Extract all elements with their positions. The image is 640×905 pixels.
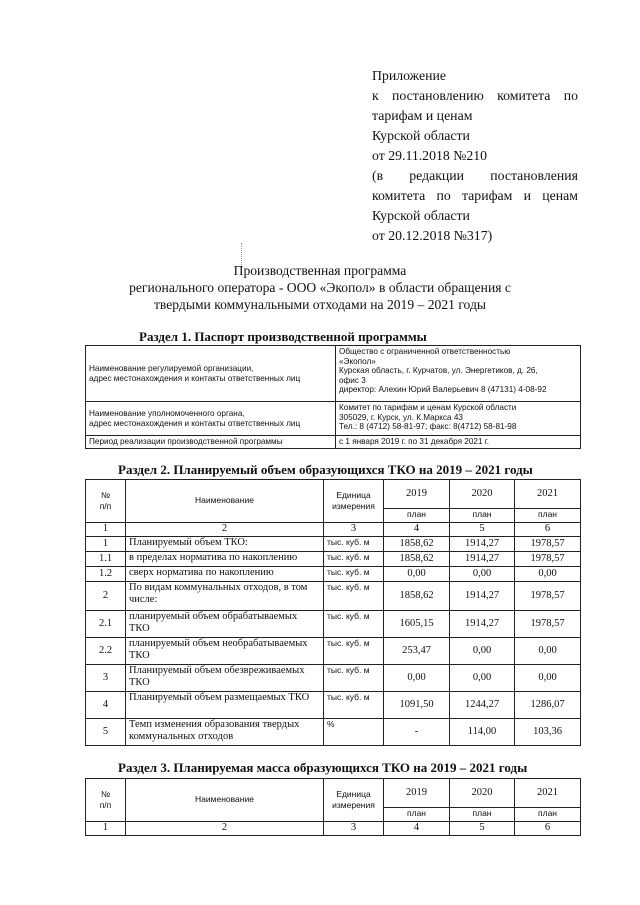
row-name: Планируемый объем ТКО: xyxy=(126,537,324,552)
table-row xyxy=(86,346,581,402)
col-header-year: 2019 xyxy=(384,779,450,808)
table-header-row xyxy=(86,779,581,808)
row-value-2021: 0,00 xyxy=(515,665,581,692)
col-header-unit: Единица измерения xyxy=(324,480,384,523)
col-header-unit: Единица измерения xyxy=(324,779,384,822)
col-index: 6 xyxy=(515,822,581,836)
col-header-year: 2020 xyxy=(450,480,515,509)
volume-table xyxy=(85,479,581,746)
appendix-line: (в редакции постановления xyxy=(372,168,578,183)
passport-label: Наименование уполномоченного органа, адрес местонахождения и контакты ответственных лиц xyxy=(86,402,336,436)
col-header-name: Наименование xyxy=(126,779,324,822)
col-header-plan: план xyxy=(515,808,581,822)
row-value-2021: 1978,57 xyxy=(515,611,581,638)
row-value-2020: 0,00 xyxy=(450,665,515,692)
row-value-2020: 1914,27 xyxy=(450,537,515,552)
col-index: 5 xyxy=(450,822,515,836)
row-value-2021: 1286,07 xyxy=(515,692,581,719)
row-value-2021: 0,00 xyxy=(515,638,581,665)
passport-value: Комитет по тарифам и ценам Курской области 305029, г. Курск, ул. К.Маркса 43 Тел.: 8 (4712) 58-81-97; факс: 8(4712) 58-81-98 xyxy=(336,402,581,436)
table-index-row xyxy=(86,523,581,537)
table-index-row xyxy=(86,822,581,836)
col-header-year: 2020 xyxy=(450,779,515,808)
row-number: 1 xyxy=(86,537,126,552)
col-index: 3 xyxy=(324,822,384,836)
col-header-plan: план xyxy=(450,808,515,822)
row-value-2020: 1914,27 xyxy=(450,582,515,611)
row-number: 2.2 xyxy=(86,638,126,665)
document-title xyxy=(60,262,580,313)
table-row xyxy=(86,436,581,449)
row-number: 2.1 xyxy=(86,611,126,638)
row-unit: тыс. куб. м xyxy=(324,692,384,719)
row-number: 2 xyxy=(86,582,126,611)
row-value-2019: - xyxy=(384,719,450,746)
table-row xyxy=(86,402,581,436)
col-index: 2 xyxy=(126,523,324,537)
passport-value: с 1 января 2019 г. по 31 декабря 2021 г. xyxy=(336,436,581,449)
section2-heading: Раздел 2. Планируемый объем образующихся ТКО на 2019 – 2021 годы xyxy=(118,462,533,477)
row-unit: % xyxy=(324,719,384,746)
col-header-plan: план xyxy=(515,509,581,523)
table-row xyxy=(86,537,581,552)
passport-value: Общество с ограниченной ответственностью «Экопол» Курская область, г. Курчатов, ул. Энергетиков, д. 26, офис 3 директор: Алехин Юрий Валерьевич 8 (47131) 4-08-92 xyxy=(336,346,581,402)
col-index: 1 xyxy=(86,822,126,836)
row-name: планируемый объем обрабатываемых ТКО xyxy=(126,611,324,638)
row-value-2020: 114,00 xyxy=(450,719,515,746)
appendix-line: комитета по тарифам и ценам xyxy=(372,188,578,203)
row-number: 1.1 xyxy=(86,552,126,567)
row-value-2019: 1605,15 xyxy=(384,611,450,638)
row-name: сверх норматива по накоплению xyxy=(126,567,324,582)
col-header-num: № п/п xyxy=(86,779,126,822)
col-header-num: № п/п xyxy=(86,480,126,523)
row-value-2019: 253,47 xyxy=(384,638,450,665)
row-name: По видам коммунальных отходов, в том числе: xyxy=(126,582,324,611)
col-header-name: Наименование xyxy=(126,480,324,523)
row-name: Темп изменения образования твердых коммунальных отходов xyxy=(126,719,324,746)
row-unit: тыс. куб. м xyxy=(324,552,384,567)
row-value-2021: 1978,57 xyxy=(515,537,581,552)
row-value-2020: 0,00 xyxy=(450,638,515,665)
row-name: планируемый объем необрабатываемых ТКО xyxy=(126,638,324,665)
row-number: 1.2 xyxy=(86,567,126,582)
col-header-plan: план xyxy=(450,509,515,523)
passport-label: Период реализации производственной программы xyxy=(86,436,336,449)
row-unit: тыс. куб. м xyxy=(324,638,384,665)
table-row xyxy=(86,582,581,611)
table-row xyxy=(86,611,581,638)
appendix-line: Курской области xyxy=(372,128,470,143)
col-index: 2 xyxy=(126,822,324,836)
section3-heading: Раздел 3. Планируемая масса образующихся ТКО на 2019 – 2021 годы xyxy=(118,760,528,775)
title-line: регионального оператора - ООО «Экопол» в области обращения с xyxy=(129,280,511,295)
row-value-2019: 1858,62 xyxy=(384,537,450,552)
row-value-2020: 1914,27 xyxy=(450,552,515,567)
row-unit: тыс. куб. м xyxy=(324,537,384,552)
appendix-line: от 29.11.2018 №210 xyxy=(372,148,488,163)
row-value-2019: 1858,62 xyxy=(384,582,450,611)
appendix-block xyxy=(372,66,578,246)
appendix-line: Приложение xyxy=(372,68,447,83)
row-value-2019: 0,00 xyxy=(384,567,450,582)
row-value-2019: 1091,50 xyxy=(384,692,450,719)
row-unit: тыс. куб. м xyxy=(324,582,384,611)
table-row xyxy=(86,567,581,582)
row-value-2020: 1244,27 xyxy=(450,692,515,719)
col-header-plan: план xyxy=(384,509,450,523)
mass-table xyxy=(85,778,581,836)
row-value-2019: 0,00 xyxy=(384,665,450,692)
col-index: 6 xyxy=(515,523,581,537)
col-header-year: 2019 xyxy=(384,480,450,509)
table-header-row xyxy=(86,480,581,509)
appendix-line: от 20.12.2018 №317) xyxy=(372,228,493,243)
passport-label: Наименование регулируемой организации, адрес местонахождения и контакты ответственных лиц xyxy=(86,346,336,402)
col-index: 1 xyxy=(86,523,126,537)
row-unit: тыс. куб. м xyxy=(324,665,384,692)
title-line: твердыми коммунальными отходами на 2019 – 2021 годы xyxy=(153,297,487,312)
section1-heading: Раздел 1. Паспорт производственной программы xyxy=(139,329,427,344)
table-row xyxy=(86,665,581,692)
row-name: Планируемый объем размещаемых ТКО xyxy=(126,692,324,719)
table-row xyxy=(86,552,581,567)
row-value-2021: 0,00 xyxy=(515,567,581,582)
table-row xyxy=(86,719,581,746)
col-header-plan: план xyxy=(384,808,450,822)
appendix-line: тарифам и ценам xyxy=(372,108,473,123)
table-row xyxy=(86,692,581,719)
row-number: 5 xyxy=(86,719,126,746)
row-value-2020: 1914,27 xyxy=(450,611,515,638)
row-unit: тыс. куб. м xyxy=(324,611,384,638)
row-value-2021: 1978,57 xyxy=(515,552,581,567)
row-number: 3 xyxy=(86,665,126,692)
row-name: Планируемый объем обезвреживаемых ТКО xyxy=(126,665,324,692)
passport-table xyxy=(85,345,581,449)
row-unit: тыс. куб. м xyxy=(324,567,384,582)
row-value-2019: 1858,62 xyxy=(384,552,450,567)
col-index: 4 xyxy=(384,523,450,537)
row-value-2021: 1978,57 xyxy=(515,582,581,611)
row-value-2020: 0,00 xyxy=(450,567,515,582)
table-row xyxy=(86,638,581,665)
col-index: 3 xyxy=(324,523,384,537)
appendix-line: к постановлению комитета по xyxy=(372,88,578,103)
col-index: 4 xyxy=(384,822,450,836)
appendix-line: Курской области xyxy=(372,208,470,223)
row-number: 4 xyxy=(86,692,126,719)
col-header-year: 2021 xyxy=(515,779,581,808)
row-name: в пределах норматива по накоплению xyxy=(126,552,324,567)
col-header-year: 2021 xyxy=(515,480,581,509)
title-line: Производственная программа xyxy=(233,263,407,278)
row-value-2021: 103,36 xyxy=(515,719,581,746)
col-index: 5 xyxy=(450,523,515,537)
